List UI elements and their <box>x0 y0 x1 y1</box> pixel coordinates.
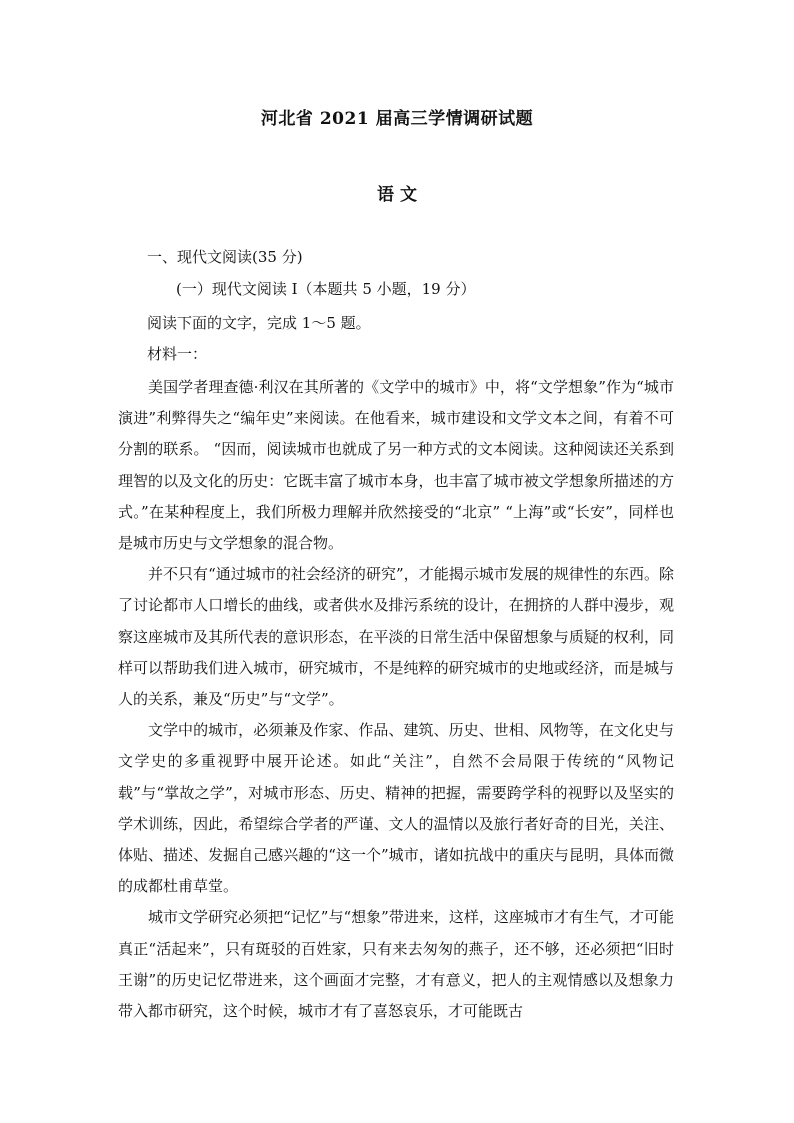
reading-passage <box>118 372 674 1027</box>
subject-title: 语 文 <box>377 185 417 205</box>
passage-paragraph: 城市文学研究必须把“记忆”与“想象”带进来，这样，这座城市才有生气，才可能真正“活起来”，只有斑驳的百姓家，只有来去匆匆的燕子，还不够，还必须把“旧时王谢”的历史记忆带进来，这个画面才完整，才有意义，把人的主观情感以及想象力带入都市研究，这个时候，城市才有了喜怒哀乐，才可能既古 <box>118 908 674 1021</box>
passage-paragraph: 美国学者理查德·利汉在其所著的《文学中的城市》中，将“文学想象”作为“城市演进”利弊得失之“编年史”来阅读。在他看来，城市建设和文学文本之间，有着不可分割的联系。 “因而，阅读城市也就成了另一种方式的文本阅读。这种阅读还关系到理智的以及文化的历史：它既丰富了城市本身，也丰富了城市被文学想象所描述的方式。”在某种程度上，我们所极力理解并欣然接受的“北京” “上海”或“长安”，同样也是城市历史与文学想象的混合物。 <box>118 378 674 553</box>
section-heading: 一、现代文阅读(35 分) <box>147 248 303 266</box>
passage-paragraph: 文学中的城市，必须兼及作家、作品、建筑、历史、世相、风物等，在文化史与文学史的多重视野中展开论述。如此“关注”，自然不会局限于传统的“风物记载”与“掌故之学”，对城市形态、历史、精神的把握，需要跨学科的视野以及坚实的学术训练，因此，希望综合学者的严谨、文人的温情以及旅行者好奇的目光，关注、体贴、描述、发掘自己感兴趣的“这一个”城市，诸如抗战中的重庆与昆明，具体而微的成都杜甫草堂。 <box>118 721 674 896</box>
exam-title: 河北省 2021 届高三学情调研试题 <box>260 109 534 129</box>
subsection-heading: (一）现代文阅读 I（本题共 5 小题，19 分） <box>176 280 476 298</box>
reading-instruction: 阅读下面的文字，完成 1～5 题。 <box>147 314 371 332</box>
passage-paragraph: 并不只有“通过城市的社会经济的研究”，才能揭示城市发展的规律性的东西。除了讨论都市人口增长的曲线，或者供水及排污系统的设计，在拥挤的人群中漫步，观察这座城市及其所代表的意识形态，在平淡的日常生活中保留想象与质疑的权利，同样可以帮助我们进入城市，研究城市，不是纯粹的研究城市的史地或经济，而是城与人的关系，兼及“历史”与“文学”。 <box>118 565 674 709</box>
material-label: 材料一： <box>147 345 208 363</box>
